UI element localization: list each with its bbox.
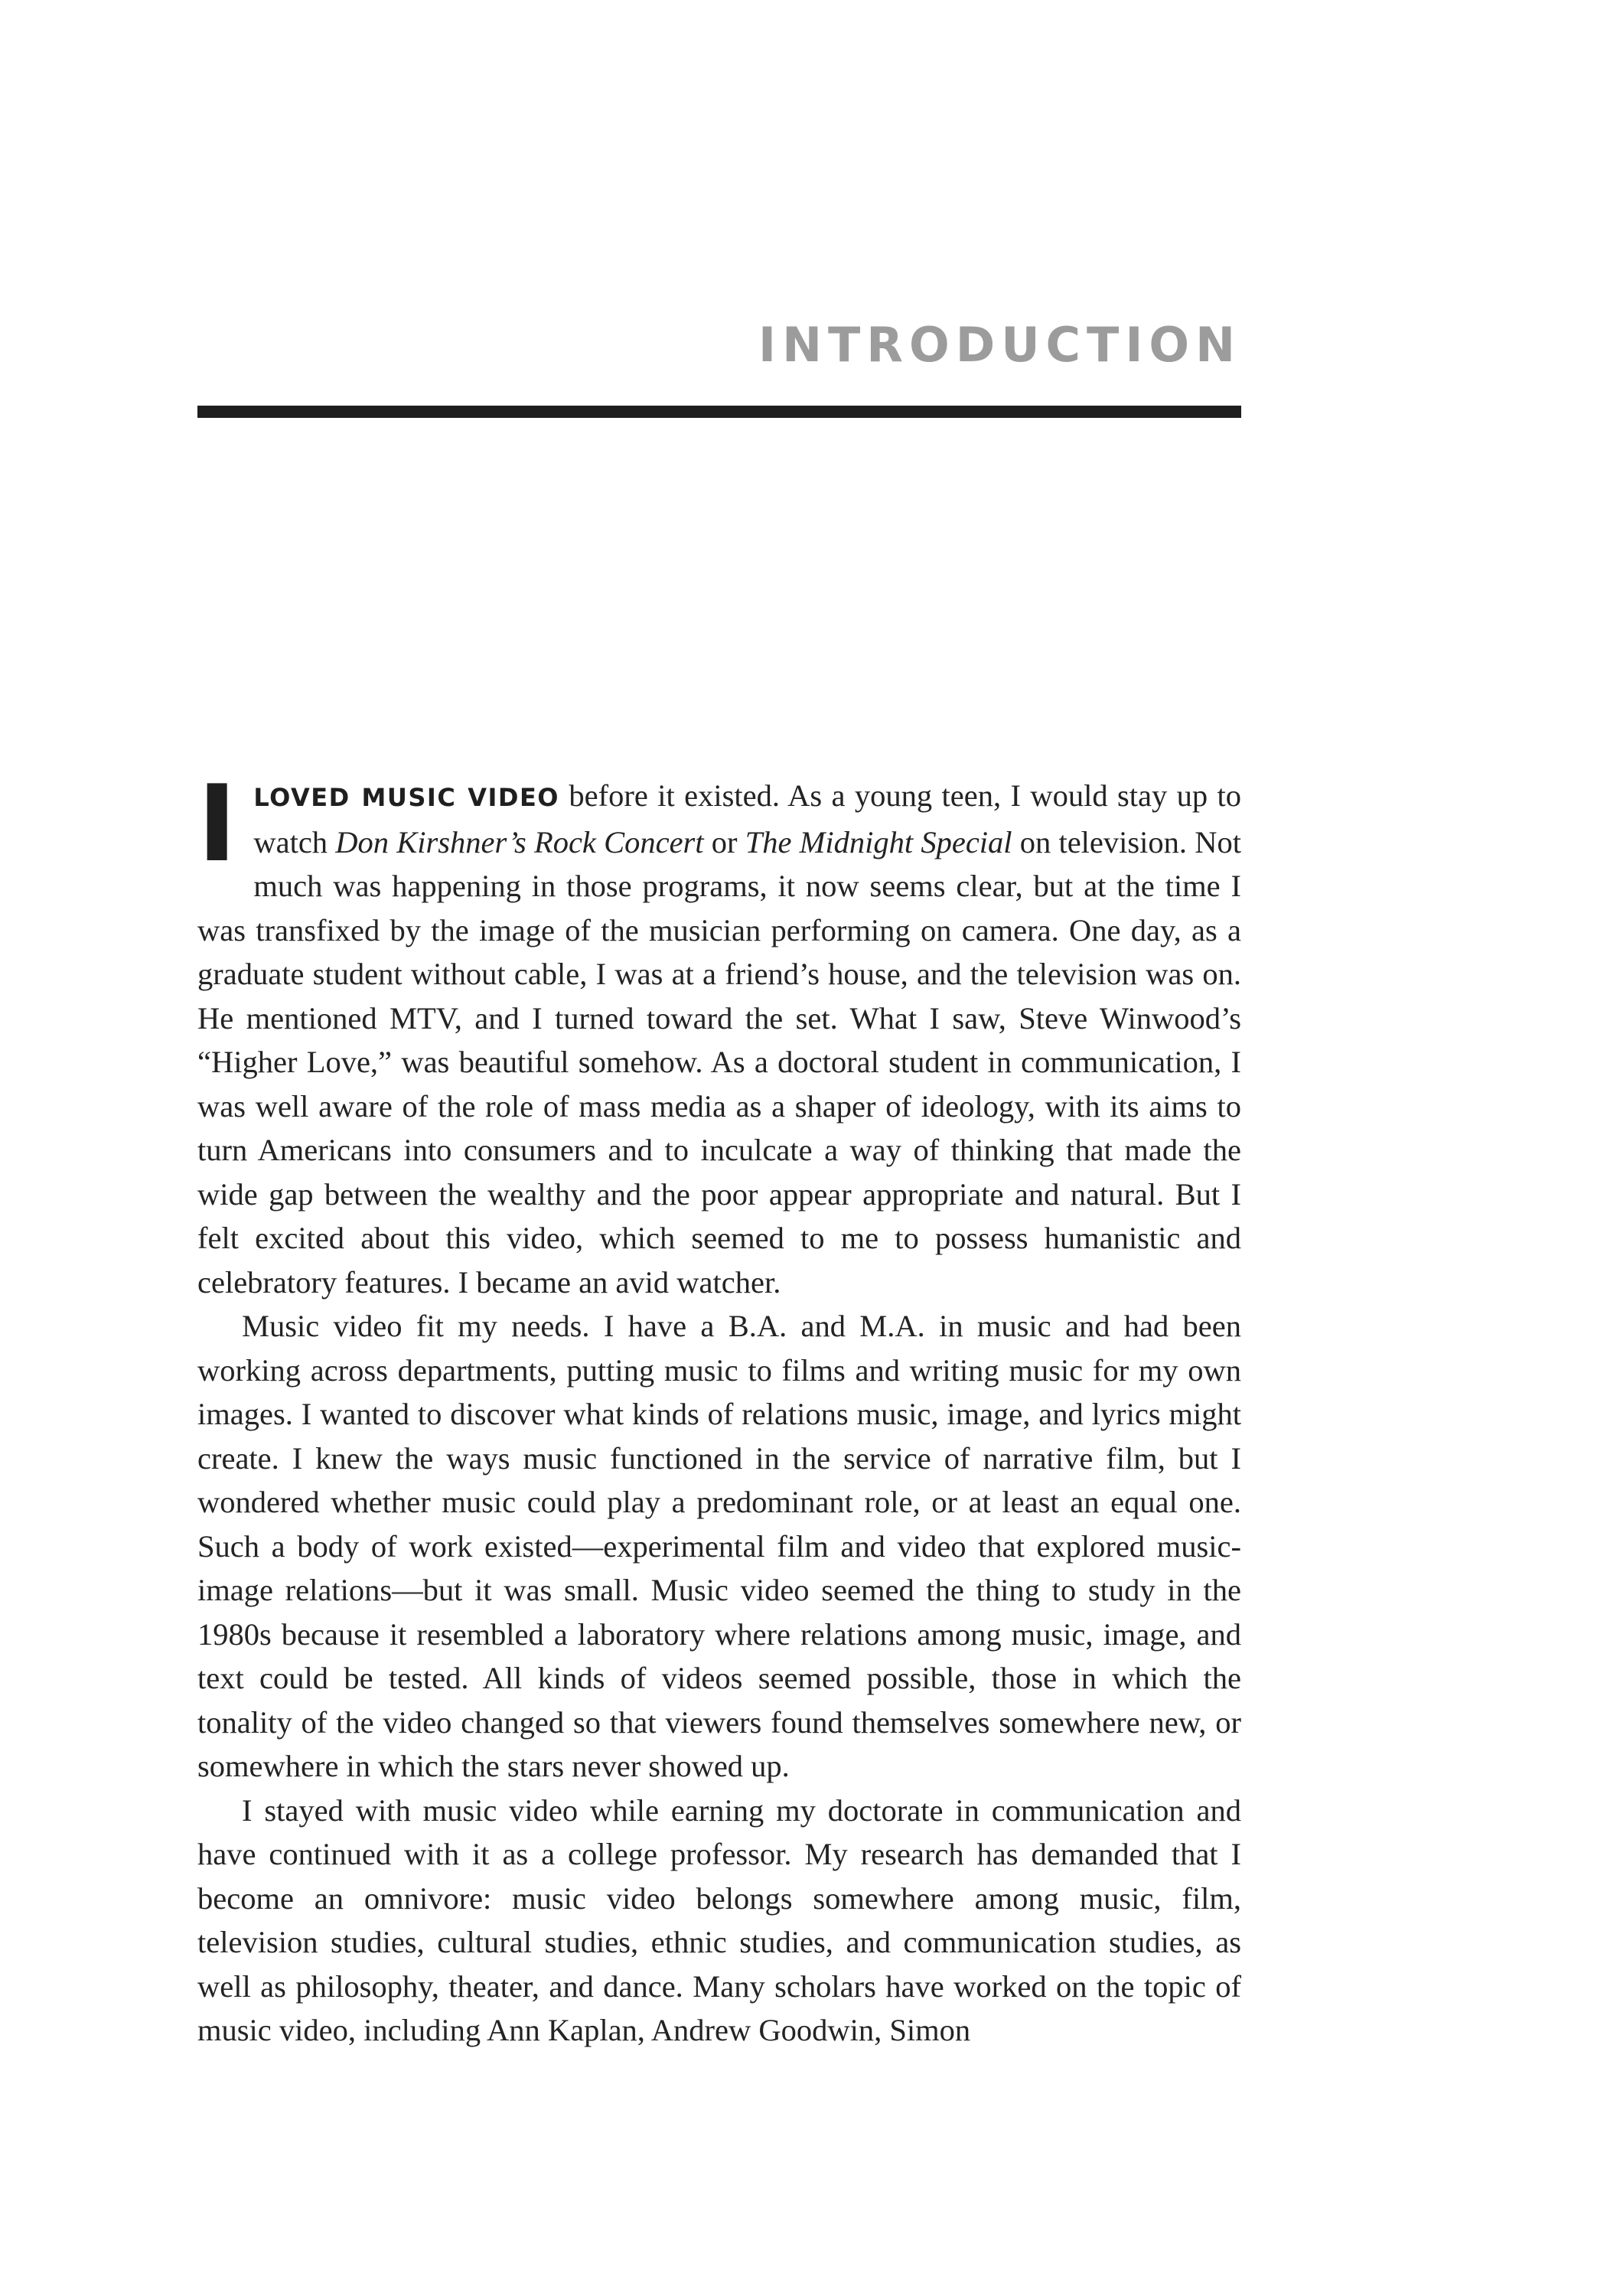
paragraph-1-text-a: before it existed. As a young teen, I would stay up to watch	[253, 778, 1241, 859]
paragraph-2: Music video fit my needs. I have a B.A. and M.A. in music and had been working across departments, putting music to films and writing music for my own images. I wanted to discover what kinds of relations music, image, and lyrics might create. I knew the ways music functioned in the service of narrative film, but I wondered whether music could play a predominant role, or at least an equal one. Such a body of work existed—experimental film and video that explored music-image relations—but it was small. Music video seemed the thing to study in the 1980s because it resembled a laboratory where relations among music, image, and text could be tested. All kinds of videos seemed possible, those in which the tonality of the video changed so that viewers found themselves somewhere new, or somewhere in which the stars never showed up.	[197, 1309, 1241, 1783]
paragraph-1	[197, 762, 1241, 1304]
lead-in: LOVED MUSIC VIDEO	[253, 783, 560, 812]
body-text	[197, 762, 1241, 2053]
program-title-2: The Midnight Special	[745, 824, 1012, 859]
program-title-1: Don Kirshner’s Rock Concert	[335, 824, 704, 859]
paragraph-1-text-b: or	[703, 824, 745, 859]
paragraph-1-text-c: on television. Not much was happening in those programs, it now seems clear, but at the time I was transfixed by the image of the musician performing on camera. One day, as a graduate student without cable, I was at a friend’s house, and the television was on. He mentioned MTV, and I turned toward the set. What I saw, Steve Winwood’s “Higher Love,” was beautiful somehow. As a doctoral student in communication, I was well aware of the role of mass media as a shaper of ideology, with its aims to turn Americans into consumers and to inculcate a way of thinking that made the wide gap between the wealthy and the poor appear appropriate and natural. But I felt excited about this video, which seemed to me to possess humanistic and celebratory features. I became an avid watcher.	[197, 824, 1241, 1300]
chapter-title: INTRODUCTION	[758, 317, 1241, 373]
title-rule	[197, 406, 1241, 418]
paragraph-3: I stayed with music video while earning my doctorate in communication and have continued with it as a college professor. My research has demanded that I become an omnivore: music video belongs somewhere among music, film, television studies, cultural studies, ethnic studies, and communication studies, as well as philosophy, theater, and dance. Many scholars have worked on the topic of music video, including Ann Kaplan, Andrew Goodwin, Simon	[197, 1792, 1241, 2047]
drop-cap: I	[197, 762, 237, 885]
